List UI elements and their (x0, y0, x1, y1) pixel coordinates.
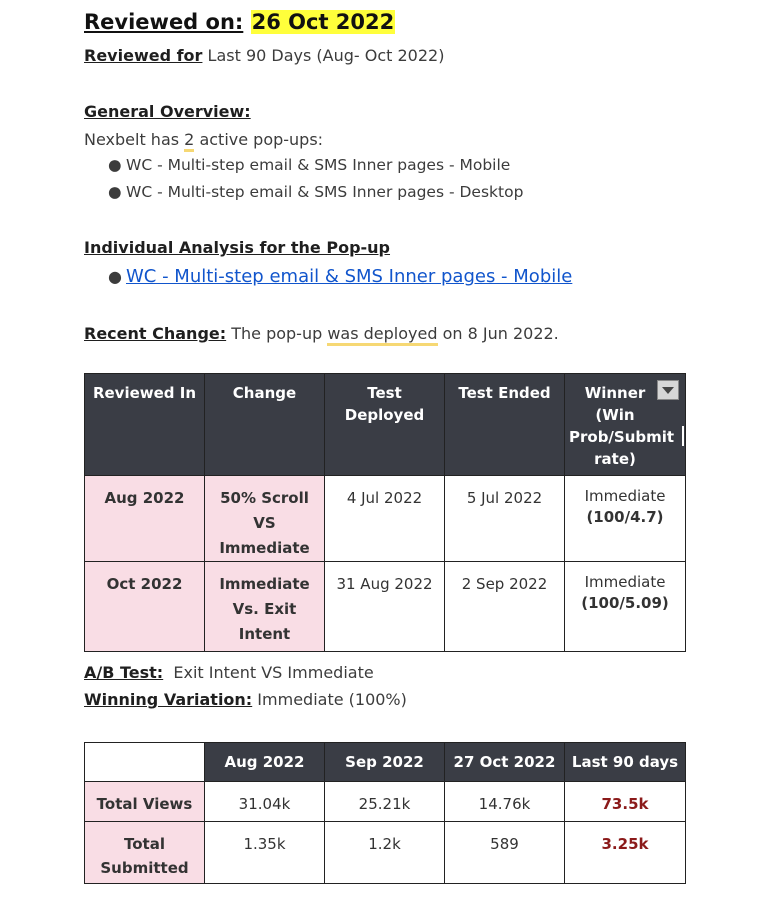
header-test-deployed: Test Deployed (325, 374, 445, 476)
header-blank (85, 743, 205, 782)
bullet-icon: ● (108, 267, 122, 286)
deployed-cell: 4 Jul 2022 (325, 476, 445, 562)
value-cell: 589 (445, 822, 565, 884)
header-winner-label: Winner (Win Prob/Submit rate) (569, 384, 675, 468)
popup-count: 2 (184, 130, 194, 152)
list-item (108, 183, 523, 201)
bullet-icon: ● (108, 156, 122, 174)
reviewed-for-label: Reviewed for (84, 46, 203, 65)
intro-pre: Nexbelt has (84, 130, 185, 149)
ab-test-line (84, 663, 374, 682)
change-cell: 50% Scroll VS Immediate (205, 476, 325, 562)
total-cell: 73.5k (565, 782, 686, 822)
recent-change-label: Recent Change: (84, 324, 227, 343)
list-item (108, 266, 572, 287)
header-change: Change (205, 374, 325, 476)
recent-change-line (84, 324, 559, 343)
recent-change-post: on 8 Jun 2022. (437, 324, 559, 343)
reviewed-for-value: Last 90 Days (Aug- Oct 2022) (207, 46, 445, 65)
list-item (108, 156, 510, 174)
recent-change-highlight: was deployed (327, 324, 437, 346)
page-title (84, 10, 395, 34)
ab-test-label: A/B Test: (84, 663, 164, 682)
bullet-icon: ● (108, 183, 122, 201)
value-cell: 1.2k (325, 822, 445, 884)
overview-heading: General Overview: (84, 102, 251, 121)
header-winner (565, 374, 686, 476)
winner-stats: (100/5.09) (581, 594, 669, 612)
ended-cell: 2 Sep 2022 (445, 562, 565, 652)
recent-change-pre: The pop-up (226, 324, 328, 343)
value-cell: 25.21k (325, 782, 445, 822)
header-last-90: Last 90 days (565, 743, 686, 782)
table-row (85, 562, 686, 652)
text-cursor (682, 426, 684, 446)
title-label: Reviewed on: (84, 10, 244, 34)
stats-table (84, 742, 686, 884)
table-row (85, 476, 686, 562)
header-oct: 27 Oct 2022 (445, 743, 565, 782)
header-aug: Aug 2022 (205, 743, 325, 782)
value-cell: 1.35k (205, 822, 325, 884)
winner-stats: (100/4.7) (586, 508, 664, 526)
header-sep: Sep 2022 (325, 743, 445, 782)
popup-name: WC - Multi-step email & SMS Inner pages - Desktop (126, 183, 524, 201)
tests-table (84, 373, 686, 652)
popup-analysis-link[interactable]: WC - Multi-step email & SMS Inner pages - Mobile (126, 266, 573, 287)
winning-variation-line (84, 690, 407, 709)
filter-dropdown-icon[interactable] (657, 380, 679, 400)
value-cell: 31.04k (205, 782, 325, 822)
table-row (85, 822, 686, 884)
ab-test-value: Exit Intent VS Immediate (173, 663, 374, 682)
winner-cell (565, 562, 686, 652)
reviewed-in-cell: Oct 2022 (85, 562, 205, 652)
reviewed-for-line (84, 46, 444, 65)
overview-intro (84, 130, 323, 149)
winner-cell (565, 476, 686, 562)
header-reviewed-in: Reviewed In (85, 374, 205, 476)
row-label: Total Views (85, 782, 205, 822)
reviewed-in-cell: Aug 2022 (85, 476, 205, 562)
winning-variation-label: Winning Variation: (84, 690, 253, 709)
table-row (85, 782, 686, 822)
deployed-cell: 31 Aug 2022 (325, 562, 445, 652)
ended-cell: 5 Jul 2022 (445, 476, 565, 562)
total-cell: 3.25k (565, 822, 686, 884)
intro-post: active pop-ups: (194, 130, 324, 149)
header-test-ended: Test Ended (445, 374, 565, 476)
popup-name: WC - Multi-step email & SMS Inner pages - Mobile (126, 156, 511, 174)
winner-name: Immediate (584, 573, 666, 591)
review-date: 26 Oct 2022 (251, 10, 395, 34)
value-cell: 14.76k (445, 782, 565, 822)
winning-variation-value: Immediate (100%) (257, 690, 407, 709)
winner-name: Immediate (584, 487, 666, 505)
change-cell: Immediate Vs. Exit Intent (205, 562, 325, 652)
row-label: Total Submitted (85, 822, 205, 884)
analysis-heading: Individual Analysis for the Pop-up (84, 238, 391, 257)
